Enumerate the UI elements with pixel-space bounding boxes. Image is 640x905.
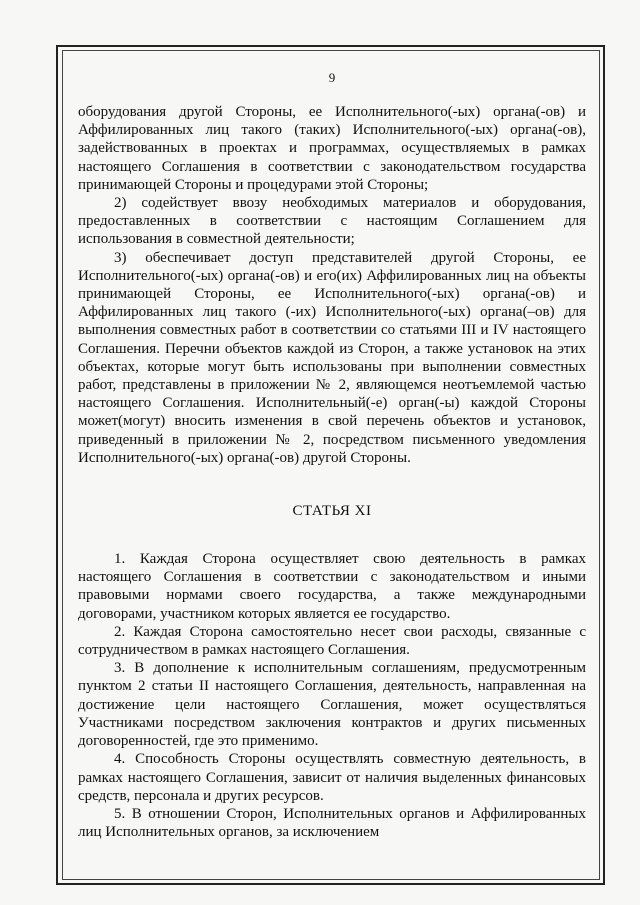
paragraph: 2. Каждая Сторона самостоятельно несет свои расходы, связанные с сотрудничеством в рамках настоящего Соглашения. bbox=[78, 623, 586, 659]
paragraph: 2) содействует ввозу необходимых материалов и оборудования, предоставленных в соответствии с настоящим Соглашением для использования в совместной деятельности; bbox=[78, 195, 586, 248]
paragraph: 3. В дополнение к исполнительным соглашениям, предусмотренным пунктом 2 статьи II настоящего Соглашения, деятельность, направленная на достижение цели настоящего Соглашения, может осуществляться Участниками посредством заключения контрактов и других письменных договоренностей, где это применимо. bbox=[78, 660, 586, 750]
paragraph: 5. В отношении Сторон, Исполнительных органов и Аффилированных лиц Исполнительных органов, за исключением bbox=[78, 805, 586, 841]
page-content bbox=[78, 70, 586, 841]
article-heading: СТАТЬЯ XI bbox=[292, 503, 372, 520]
paragraph: оборудования другой Стороны, ее Исполнительного(-ых) органа(-ов) и Аффилированных лиц такого (таких) Исполнительного(-ых) органа(-ов), задействованных в проектах и программах, осуществляемых в рамках настоящего Соглашения в соответствии с законодательством государства принимающей Стороны и процедурами этой Стороны; bbox=[78, 104, 586, 193]
page-number: 9 bbox=[328, 70, 336, 85]
paragraph: 3) обеспечивает доступ представителей другой Стороны, ее Исполнительного(-ых) органа(-ов) и его(их) Аффилированных лиц на объекты принимающей Стороны, ее Исполнительного(-ых) органа(-ов) и Аффилированных лиц такого (-их) Исполнительного(-ых) органа(–ов) для выполнения совместных работ в соответствии со статьями III и IV настоящего Соглашения. Перечни объектов каждой из Сторон, а также установок на этих объектах, которые могут быть использованы при выполнении совместных работ, представлены в приложении № 2, являющемся неотъемлемой частью настоящего Соглашения. Исполнительный(-е) орган(-ы) каждой Стороны может(могут) вносить изменения в свой перечень объектов и установок, приведенный в приложении № 2, посредством письменного уведомления Исполнительного(-ых) органа(-ов) другой Стороны. bbox=[78, 249, 586, 466]
paragraph: 4. Способность Стороны осуществлять совместную деятельность, в рамках настоящего Соглашения, зависит от наличия выделенных финансовых средств, персонала и других ресурсов. bbox=[78, 751, 586, 804]
paragraph: 1. Каждая Сторона осуществляет свою деятельность в рамках настоящего Соглашения в соответствии с законодательством и иными правовыми нормами своего государства, а также международными договорами, участником которых является ее государство. bbox=[78, 551, 586, 622]
